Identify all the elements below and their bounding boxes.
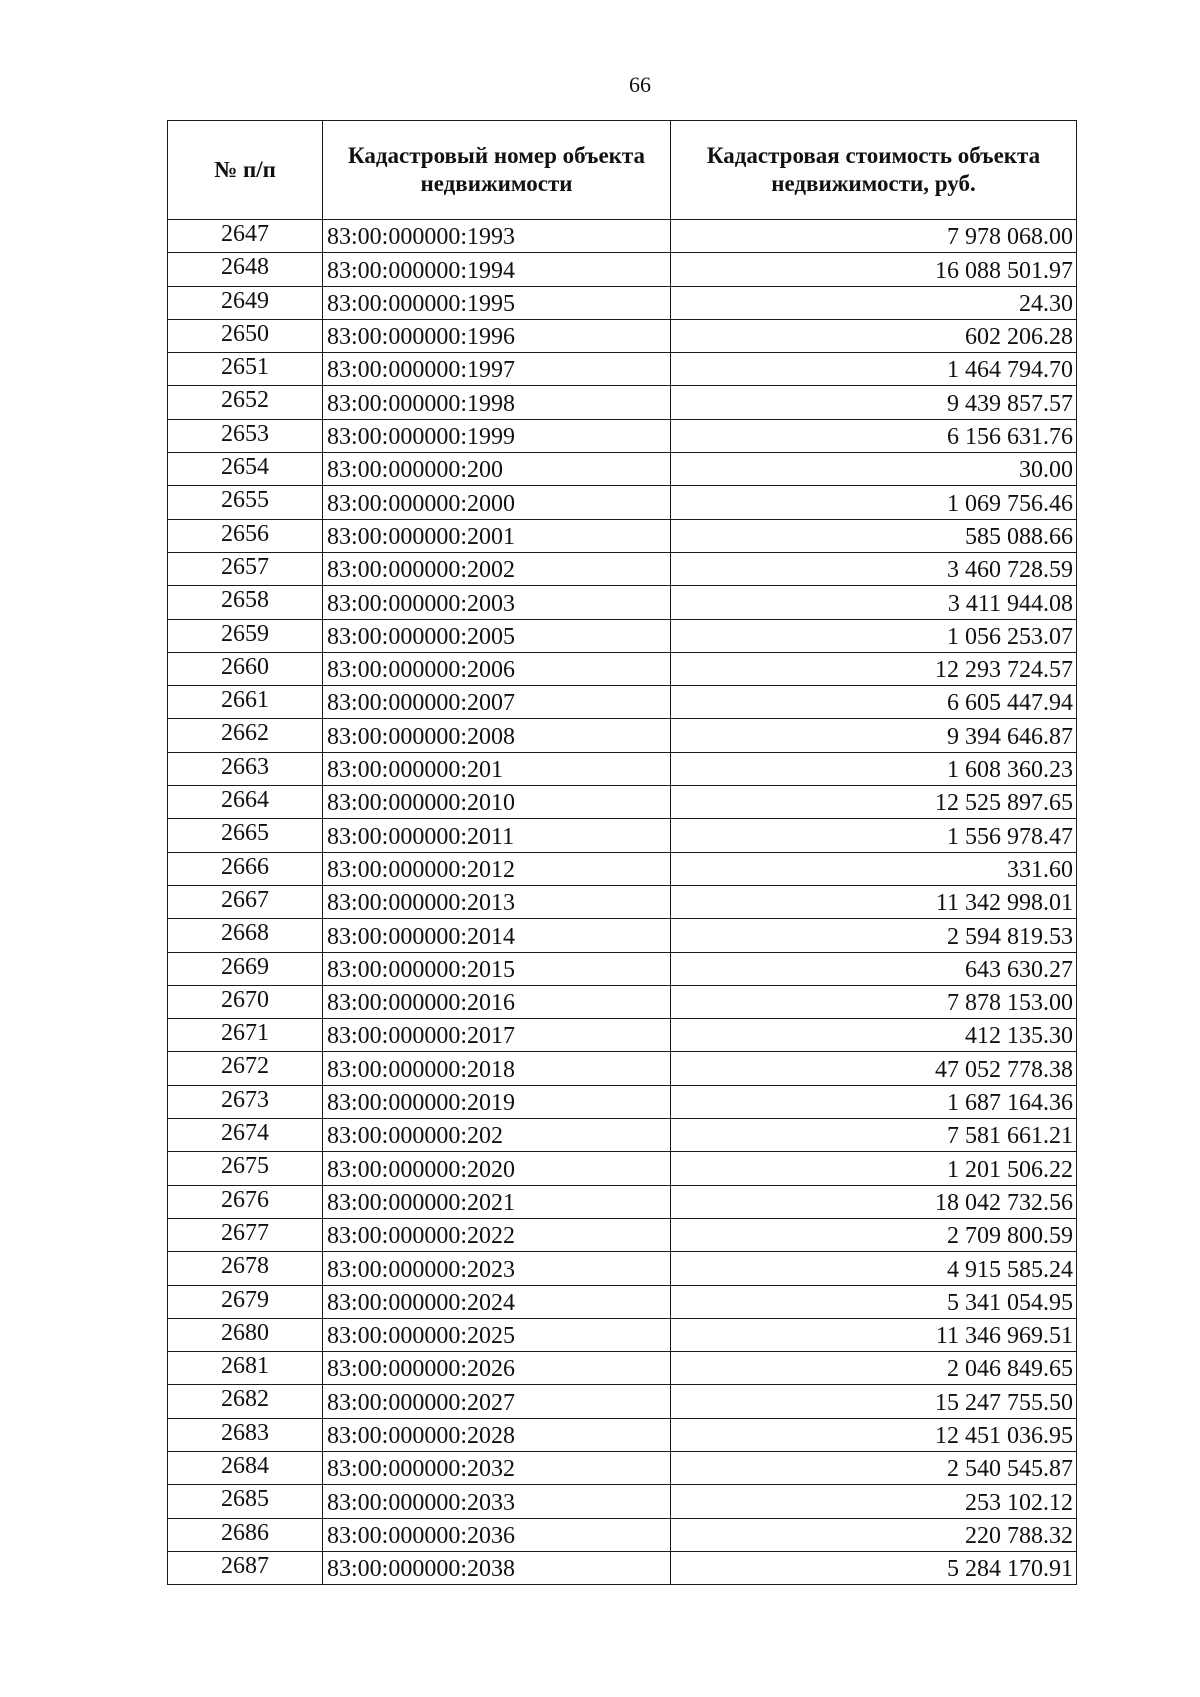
cadastral-number-cell: 83:00:000000:200 — [323, 453, 671, 486]
cadastral-number-cell: 83:00:000000:2007 — [323, 686, 671, 719]
table-row — [168, 786, 1077, 819]
table-row — [168, 486, 1077, 519]
cadastral-number-cell: 83:00:000000:1997 — [323, 353, 671, 386]
cadastral-value-cell: 1 201 506.22 — [671, 1152, 1077, 1185]
cadastral-number-cell: 83:00:000000:2016 — [323, 985, 671, 1018]
row-number-cell: 2647 — [168, 220, 323, 253]
row-number-cell: 2679 — [168, 1285, 323, 1318]
table-row — [168, 1451, 1077, 1484]
cadastral-number-cell: 83:00:000000:2038 — [323, 1551, 671, 1584]
cadastral-number-cell: 83:00:000000:2026 — [323, 1352, 671, 1385]
cadastral-value-cell: 602 206.28 — [671, 319, 1077, 352]
cadastral-number-cell: 83:00:000000:2013 — [323, 885, 671, 918]
cadastral-number-cell: 83:00:000000:202 — [323, 1119, 671, 1152]
cadastral-number-cell: 83:00:000000:201 — [323, 752, 671, 785]
row-number-cell: 2680 — [168, 1318, 323, 1351]
cadastral-value-cell: 12 451 036.95 — [671, 1418, 1077, 1451]
row-number-cell: 2673 — [168, 1085, 323, 1118]
table-row — [168, 985, 1077, 1018]
row-number-cell: 2686 — [168, 1518, 323, 1551]
table-row — [168, 453, 1077, 486]
table-row — [168, 220, 1077, 253]
cadastral-number-cell: 83:00:000000:1994 — [323, 253, 671, 286]
cadastral-value-cell: 2 709 800.59 — [671, 1218, 1077, 1251]
cadastral-value-cell: 47 052 778.38 — [671, 1052, 1077, 1085]
table-row — [168, 353, 1077, 386]
cadastral-value-cell: 24.30 — [671, 286, 1077, 319]
cadastral-value-cell: 2 594 819.53 — [671, 919, 1077, 952]
row-number-cell: 2658 — [168, 586, 323, 619]
cadastral-value-cell: 1 056 253.07 — [671, 619, 1077, 652]
cadastral-value-cell: 16 088 501.97 — [671, 253, 1077, 286]
cadastral-value-cell: 5 341 054.95 — [671, 1285, 1077, 1318]
table-header-row — [168, 121, 1077, 220]
row-number-cell: 2657 — [168, 552, 323, 585]
cadastral-value-cell: 3 411 944.08 — [671, 586, 1077, 619]
table-row — [168, 919, 1077, 952]
table-row — [168, 1418, 1077, 1451]
cadastral-value-cell: 585 088.66 — [671, 519, 1077, 552]
row-number-cell: 2649 — [168, 286, 323, 319]
table-row — [168, 386, 1077, 419]
table-row — [168, 885, 1077, 918]
cadastral-value-cell: 30.00 — [671, 453, 1077, 486]
table-row — [168, 752, 1077, 785]
cadastral-value-cell: 5 284 170.91 — [671, 1551, 1077, 1584]
header-row-number: № п/п — [168, 121, 323, 220]
cadastral-value-cell: 12 293 724.57 — [671, 652, 1077, 685]
cadastral-value-cell: 1 556 978.47 — [671, 819, 1077, 852]
cadastral-number-cell: 83:00:000000:2003 — [323, 586, 671, 619]
cadastral-value-table — [167, 120, 1077, 1585]
cadastral-value-cell: 1 464 794.70 — [671, 353, 1077, 386]
cadastral-value-cell: 1 687 164.36 — [671, 1085, 1077, 1118]
cadastral-number-cell: 83:00:000000:2001 — [323, 519, 671, 552]
cadastral-number-cell: 83:00:000000:2002 — [323, 552, 671, 585]
cadastral-value-cell: 4 915 585.24 — [671, 1252, 1077, 1285]
cadastral-value-cell: 1 608 360.23 — [671, 752, 1077, 785]
row-number-cell: 2653 — [168, 419, 323, 452]
cadastral-value-cell: 7 978 068.00 — [671, 220, 1077, 253]
row-number-cell: 2650 — [168, 319, 323, 352]
table-row — [168, 819, 1077, 852]
row-number-cell: 2661 — [168, 686, 323, 719]
row-number-cell: 2654 — [168, 453, 323, 486]
cadastral-value-cell: 7 878 153.00 — [671, 985, 1077, 1018]
cadastral-number-cell: 83:00:000000:2024 — [323, 1285, 671, 1318]
row-number-cell: 2660 — [168, 652, 323, 685]
row-number-cell: 2668 — [168, 919, 323, 952]
cadastral-number-cell: 83:00:000000:2018 — [323, 1052, 671, 1085]
cadastral-number-cell: 83:00:000000:1995 — [323, 286, 671, 319]
cadastral-value-cell: 7 581 661.21 — [671, 1119, 1077, 1152]
cadastral-number-cell: 83:00:000000:2017 — [323, 1019, 671, 1052]
cadastral-value-cell: 412 135.30 — [671, 1019, 1077, 1052]
cadastral-value-cell: 15 247 755.50 — [671, 1385, 1077, 1418]
table-row — [168, 519, 1077, 552]
row-number-cell: 2651 — [168, 353, 323, 386]
table-row — [168, 1119, 1077, 1152]
cadastral-number-cell: 83:00:000000:2033 — [323, 1485, 671, 1518]
row-number-cell: 2665 — [168, 819, 323, 852]
cadastral-number-cell: 83:00:000000:2006 — [323, 652, 671, 685]
row-number-cell: 2656 — [168, 519, 323, 552]
cadastral-value-cell: 2 046 849.65 — [671, 1352, 1077, 1385]
header-cadastral-value: Кадастровая стоимость объекта недвижимости, руб. — [671, 121, 1077, 220]
cadastral-value-cell: 11 346 969.51 — [671, 1318, 1077, 1351]
row-number-cell: 2664 — [168, 786, 323, 819]
table-row — [168, 1085, 1077, 1118]
table-row — [168, 1385, 1077, 1418]
cadastral-value-cell: 6 605 447.94 — [671, 686, 1077, 719]
table-header — [168, 121, 1077, 220]
cadastral-number-cell: 83:00:000000:2023 — [323, 1252, 671, 1285]
header-cadastral-number: Кадастровый номер объекта недвижимости — [323, 121, 671, 220]
cadastral-value-cell: 3 460 728.59 — [671, 552, 1077, 585]
row-number-cell: 2682 — [168, 1385, 323, 1418]
row-number-cell: 2683 — [168, 1418, 323, 1451]
row-number-cell: 2655 — [168, 486, 323, 519]
cadastral-value-cell: 9 394 646.87 — [671, 719, 1077, 752]
row-number-cell: 2681 — [168, 1352, 323, 1385]
table-row — [168, 319, 1077, 352]
row-number-cell: 2676 — [168, 1185, 323, 1218]
table-row — [168, 552, 1077, 585]
cadastral-value-cell: 253 102.12 — [671, 1485, 1077, 1518]
cadastral-value-cell: 9 439 857.57 — [671, 386, 1077, 419]
table-row — [168, 1318, 1077, 1351]
row-number-cell: 2674 — [168, 1119, 323, 1152]
cadastral-number-cell: 83:00:000000:2020 — [323, 1152, 671, 1185]
table-row — [168, 1052, 1077, 1085]
page-number: 66 — [629, 72, 651, 97]
table-row — [168, 1185, 1077, 1218]
cadastral-value-cell: 12 525 897.65 — [671, 786, 1077, 819]
cadastral-number-cell: 83:00:000000:2014 — [323, 919, 671, 952]
table-row — [168, 686, 1077, 719]
row-number-cell: 2687 — [168, 1551, 323, 1584]
row-number-cell: 2675 — [168, 1152, 323, 1185]
row-number-cell: 2666 — [168, 852, 323, 885]
table-row — [168, 586, 1077, 619]
table-row — [168, 1518, 1077, 1551]
row-number-cell: 2669 — [168, 952, 323, 985]
cadastral-number-cell: 83:00:000000:2000 — [323, 486, 671, 519]
cadastral-number-cell: 83:00:000000:2021 — [323, 1185, 671, 1218]
row-number-cell: 2659 — [168, 619, 323, 652]
cadastral-value-cell: 6 156 631.76 — [671, 419, 1077, 452]
row-number-cell: 2662 — [168, 719, 323, 752]
cadastral-value-cell: 11 342 998.01 — [671, 885, 1077, 918]
cadastral-number-cell: 83:00:000000:2025 — [323, 1318, 671, 1351]
cadastral-value-cell: 1 069 756.46 — [671, 486, 1077, 519]
row-number-cell: 2648 — [168, 253, 323, 286]
cadastral-number-cell: 83:00:000000:2005 — [323, 619, 671, 652]
row-number-cell: 2678 — [168, 1252, 323, 1285]
table-row — [168, 619, 1077, 652]
table-row — [168, 1218, 1077, 1251]
cadastral-number-cell: 83:00:000000:1999 — [323, 419, 671, 452]
cadastral-number-cell: 83:00:000000:1996 — [323, 319, 671, 352]
table-row — [168, 719, 1077, 752]
table-row — [168, 286, 1077, 319]
cadastral-value-cell: 18 042 732.56 — [671, 1185, 1077, 1218]
cadastral-number-cell: 83:00:000000:1998 — [323, 386, 671, 419]
cadastral-number-cell: 83:00:000000:2027 — [323, 1385, 671, 1418]
row-number-cell: 2685 — [168, 1485, 323, 1518]
row-number-cell: 2684 — [168, 1451, 323, 1484]
cadastral-number-cell: 83:00:000000:2012 — [323, 852, 671, 885]
cadastral-number-cell: 83:00:000000:2022 — [323, 1218, 671, 1251]
table-row — [168, 1152, 1077, 1185]
row-number-cell: 2667 — [168, 885, 323, 918]
row-number-cell: 2652 — [168, 386, 323, 419]
table-row — [168, 652, 1077, 685]
table-row — [168, 1352, 1077, 1385]
row-number-cell: 2672 — [168, 1052, 323, 1085]
row-number-cell: 2671 — [168, 1019, 323, 1052]
table-row — [168, 253, 1077, 286]
row-number-cell: 2670 — [168, 985, 323, 1018]
table-row — [168, 419, 1077, 452]
cadastral-number-cell: 83:00:000000:2010 — [323, 786, 671, 819]
cadastral-number-cell: 83:00:000000:2036 — [323, 1518, 671, 1551]
table-body — [168, 220, 1077, 1585]
cadastral-value-cell: 331.60 — [671, 852, 1077, 885]
table-row — [168, 1019, 1077, 1052]
table-row — [168, 1285, 1077, 1318]
table-row — [168, 1485, 1077, 1518]
table-row — [168, 1551, 1077, 1584]
cadastral-number-cell: 83:00:000000:2015 — [323, 952, 671, 985]
cadastral-number-cell: 83:00:000000:2032 — [323, 1451, 671, 1484]
cadastral-number-cell: 83:00:000000:2028 — [323, 1418, 671, 1451]
cadastral-number-cell: 83:00:000000:1993 — [323, 220, 671, 253]
table-row — [168, 952, 1077, 985]
table-row — [168, 1252, 1077, 1285]
cadastral-number-cell: 83:00:000000:2011 — [323, 819, 671, 852]
cadastral-number-cell: 83:00:000000:2008 — [323, 719, 671, 752]
table-row — [168, 852, 1077, 885]
row-number-cell: 2663 — [168, 752, 323, 785]
cadastral-number-cell: 83:00:000000:2019 — [323, 1085, 671, 1118]
row-number-cell: 2677 — [168, 1218, 323, 1251]
cadastral-value-cell: 220 788.32 — [671, 1518, 1077, 1551]
cadastral-value-cell: 643 630.27 — [671, 952, 1077, 985]
cadastral-value-cell: 2 540 545.87 — [671, 1451, 1077, 1484]
